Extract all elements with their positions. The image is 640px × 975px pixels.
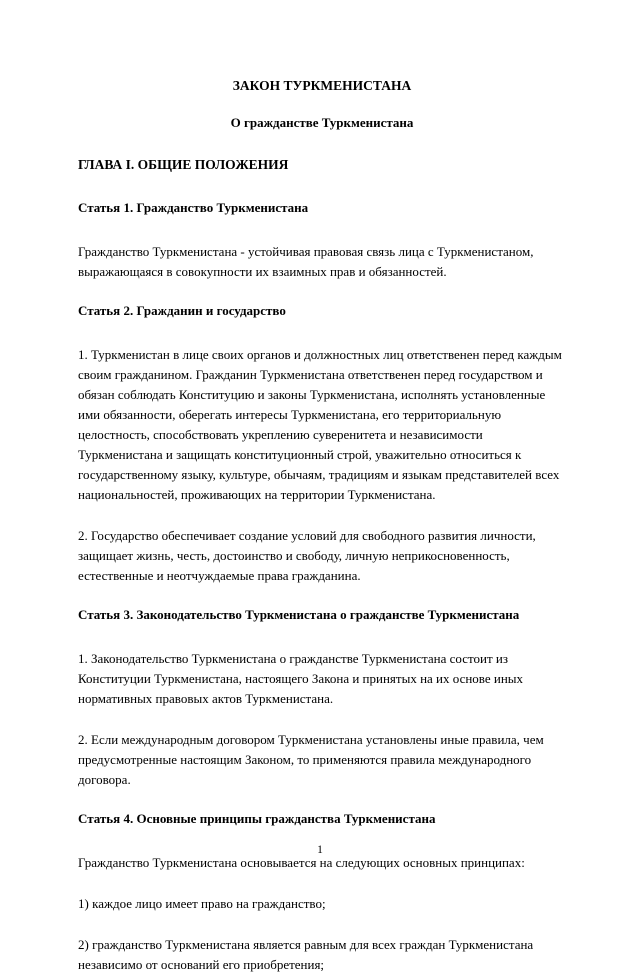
- article-3-heading: Статья 3. Законодательство Туркменистана о гражданстве Туркменистана: [78, 607, 520, 622]
- document-title: ЗАКОН ТУРКМЕНИСТАНА: [232, 78, 412, 93]
- page-number: 1: [317, 844, 323, 856]
- article-4-heading: Статья 4. Основные принципы гражданства Туркменистана: [78, 811, 436, 826]
- article-4-principle-2: 2) гражданство Туркменистана является равным для всех граждан Туркменистана независимо от оснований его приобретения;: [78, 937, 534, 972]
- article-1-heading: Статья 1. Гражданство Туркменистана: [78, 200, 309, 215]
- chapter-heading: ГЛАВА I. ОБЩИЕ ПОЛОЖЕНИЯ: [78, 157, 289, 172]
- article-3-paragraph-1: 1. Законодательство Туркменистана о гражданстве Туркменистана состоит из Конституции Туркменистана, настоящего Закона и принятых на их основе иных нормативных правовых актов Туркменистана.: [78, 651, 524, 706]
- article-2-paragraph-1: 1. Туркменистан в лице своих органов и должностных лиц ответственен перед каждым своим гражданином. Гражданин Туркменистана ответственен перед государством и обязан соблюдать Конституцию и законы Туркменистана, исполнять установленные ими обязанности, оберегать интересы Туркменистана, его территориальную целостность, способствовать укреплению суверенитета и независимости Туркменистана и защищать конституционный строй, уважительно относиться к государственному языку, культуре, обычаям, традициям и языкам представителей всех национальностей, проживающих на территории Туркменистана.: [78, 347, 562, 502]
- article-4-principle-1: 1) каждое лицо имеет право на гражданство;: [78, 896, 326, 911]
- article-1-paragraph-1: Гражданство Туркменистана - устойчивая правовая связь лица с Туркменистаном, выражающаяся в совокупности их взаимных прав и обязанностей.: [78, 244, 534, 279]
- article-2-heading: Статья 2. Гражданин и государство: [78, 303, 286, 318]
- article-2-paragraph-2: 2. Государство обеспечивает создание условий для свободного развития личности, защищает жизнь, честь, достоинство и свободу, личную неприкосновенность, естественные и неотчуждаемые права гражданина.: [78, 528, 536, 583]
- document-subtitle: О гражданстве Туркменистана: [230, 115, 414, 130]
- article-4-intro-paragraph: Гражданство Туркменистана основывается на следующих основных принципах:: [78, 855, 525, 870]
- article-3-paragraph-2: 2. Если международным договором Туркменистана установлены иные правила, чем предусмотренные настоящим Законом, то применяются правила международного договора.: [78, 732, 544, 787]
